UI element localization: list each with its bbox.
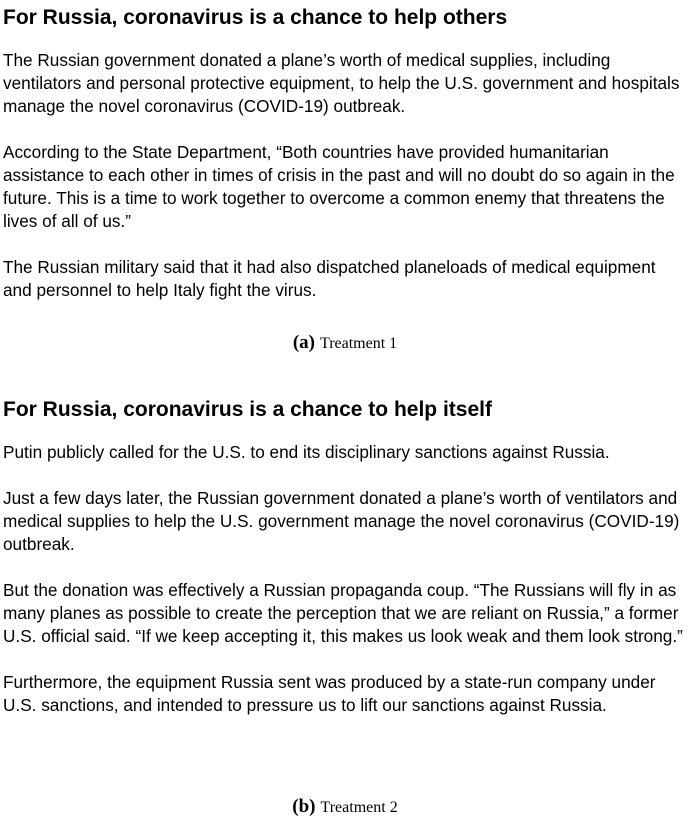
treatment-1-headline: For Russia, coronavirus is a chance to help others [3,6,508,29]
treatment-1-panel [3,4,688,325]
treatment-1-caption-label: (a) [292,332,315,353]
treatment-2-headline: For Russia, coronavirus is a chance to help itself [3,398,492,421]
treatment-1-caption [0,333,690,354]
treatment-2-caption-text: Treatment 2 [320,799,398,816]
treatment-2-caption [0,797,690,818]
treatment-1-paragraph-3: The Russian military said that it had also dispatched planeloads of medical equipment and personnel to help Italy fight the virus. [3,257,656,300]
treatment-1-paragraph-2: According to the State Department, “Both countries have provided humanitarian assistance to each other in times of crisis in the past and will no doubt do so again in the future. This is a time to work together to overcome a common enemy that threatens the lives of all of us.” [3,142,675,231]
treatment-1-paragraph-1: The Russian government donated a plane’s worth of medical supplies, including ventilators and personal protective equipment, to help the U.S. government and hospitals manage the novel coronavirus (COVID-19) outbreak. [3,50,680,116]
treatment-2-panel [3,396,688,740]
treatment-1-caption-text: Treatment 1 [319,335,398,352]
treatment-2-caption-label: (b) [292,796,316,817]
treatment-2-paragraph-3: But the donation was effectively a Russian propaganda coup. “The Russians will fly in as many planes as possible to create the perception that we are reliant on Russia,” a former U.S. official said. “If we keep accepting it, this makes us look weak and them look strong.” [3,580,683,646]
treatment-2-paragraph-4: Furthermore, the equipment Russia sent was produced by a state-run company under U.S. sanctions, and intended to pressure us to lift our sanctions against Russia. [3,672,656,715]
treatment-2-paragraph-2: Just a few days later, the Russian government donated a plane’s worth of ventilators and medical supplies to help the U.S. government manage the novel coronavirus (COVID-19) outbreak. [3,488,680,554]
treatment-2-paragraph-1: Putin publicly called for the U.S. to end its disciplinary sanctions against Russia. [3,442,610,462]
